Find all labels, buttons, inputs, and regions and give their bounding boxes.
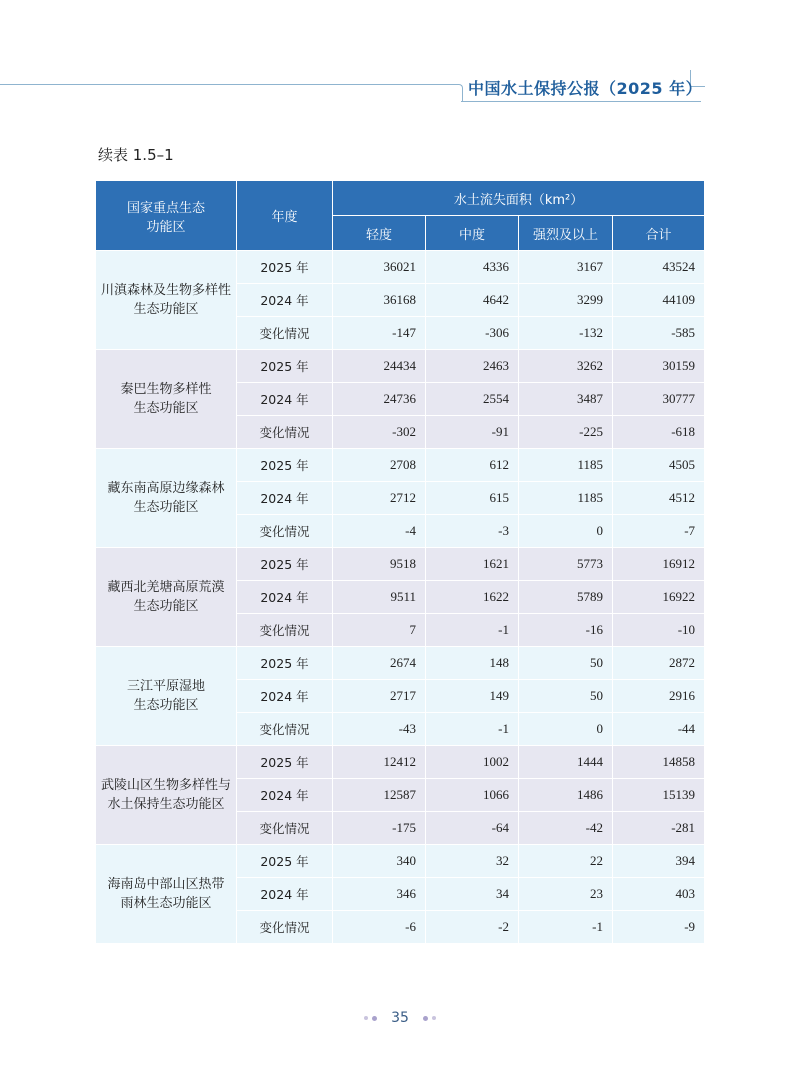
row-label: 变化情况 bbox=[237, 317, 333, 350]
value-light: 9511 bbox=[333, 581, 426, 614]
value-severe: 1444 bbox=[519, 746, 613, 779]
value-total: -281 bbox=[613, 812, 705, 845]
value-severe: -42 bbox=[519, 812, 613, 845]
header-region bbox=[96, 181, 237, 251]
row-label: 2024 年 bbox=[237, 482, 333, 515]
header-rule-bend bbox=[453, 84, 463, 102]
value-light: -6 bbox=[333, 911, 426, 944]
table-row bbox=[96, 548, 705, 581]
region-line: 藏西北羌塘高原荒漠 bbox=[107, 580, 225, 595]
header-col-moderate: 中度 bbox=[426, 216, 519, 251]
table-row bbox=[96, 746, 705, 779]
value-severe: -16 bbox=[519, 614, 613, 647]
header-col-light: 轻度 bbox=[333, 216, 426, 251]
region-line: 生态功能区 bbox=[133, 401, 199, 416]
region-line: 水土保持生态功能区 bbox=[107, 797, 225, 812]
value-severe: 50 bbox=[519, 680, 613, 713]
row-label: 2024 年 bbox=[237, 581, 333, 614]
value-severe: 1185 bbox=[519, 449, 613, 482]
row-label: 2025 年 bbox=[237, 845, 333, 878]
region-line: 生态功能区 bbox=[133, 500, 199, 515]
value-total: 16922 bbox=[613, 581, 705, 614]
value-moderate: 1622 bbox=[426, 581, 519, 614]
value-moderate: 1002 bbox=[426, 746, 519, 779]
value-light: -43 bbox=[333, 713, 426, 746]
value-moderate: 149 bbox=[426, 680, 519, 713]
value-severe: 3487 bbox=[519, 383, 613, 416]
table-caption: 续表 1.5–1 bbox=[98, 146, 174, 164]
row-label: 2025 年 bbox=[237, 548, 333, 581]
row-label: 2025 年 bbox=[237, 746, 333, 779]
value-moderate: 2463 bbox=[426, 350, 519, 383]
row-label: 变化情况 bbox=[237, 416, 333, 449]
value-light: -4 bbox=[333, 515, 426, 548]
value-total: 4512 bbox=[613, 482, 705, 515]
value-moderate: 34 bbox=[426, 878, 519, 911]
value-severe: 3299 bbox=[519, 284, 613, 317]
row-label: 2024 年 bbox=[237, 284, 333, 317]
value-severe: 5773 bbox=[519, 548, 613, 581]
value-total: 15139 bbox=[613, 779, 705, 812]
table-row bbox=[96, 350, 705, 383]
value-light: 24434 bbox=[333, 350, 426, 383]
region-cell bbox=[96, 548, 237, 647]
region-cell bbox=[96, 449, 237, 548]
value-light: 2712 bbox=[333, 482, 426, 515]
row-label: 2025 年 bbox=[237, 449, 333, 482]
table-row bbox=[96, 251, 705, 284]
value-severe: -132 bbox=[519, 317, 613, 350]
value-total: 30159 bbox=[613, 350, 705, 383]
region-cell bbox=[96, 746, 237, 845]
value-light: -302 bbox=[333, 416, 426, 449]
header-col-total: 合计 bbox=[613, 216, 705, 251]
value-total: 2872 bbox=[613, 647, 705, 680]
value-moderate: -1 bbox=[426, 713, 519, 746]
region-line: 武陵山区生物多样性与 bbox=[100, 778, 231, 793]
region-line: 秦巴生物多样性 bbox=[120, 382, 212, 397]
region-cell bbox=[96, 350, 237, 449]
value-total: 394 bbox=[613, 845, 705, 878]
value-light: 12587 bbox=[333, 779, 426, 812]
value-moderate: 612 bbox=[426, 449, 519, 482]
row-label: 2025 年 bbox=[237, 350, 333, 383]
header-col-severe: 强烈及以上 bbox=[519, 216, 613, 251]
value-light: 12412 bbox=[333, 746, 426, 779]
row-label: 2024 年 bbox=[237, 779, 333, 812]
region-cell bbox=[96, 251, 237, 350]
table-row bbox=[96, 845, 705, 878]
value-moderate: -2 bbox=[426, 911, 519, 944]
region-cell bbox=[96, 845, 237, 944]
value-severe: 3262 bbox=[519, 350, 613, 383]
value-light: -147 bbox=[333, 317, 426, 350]
value-light: -175 bbox=[333, 812, 426, 845]
value-moderate: 4642 bbox=[426, 284, 519, 317]
value-total: 2916 bbox=[613, 680, 705, 713]
value-total: -10 bbox=[613, 614, 705, 647]
value-moderate: -1 bbox=[426, 614, 519, 647]
value-light: 2708 bbox=[333, 449, 426, 482]
value-total: 403 bbox=[613, 878, 705, 911]
row-label: 2025 年 bbox=[237, 647, 333, 680]
header-year: 年度 bbox=[237, 181, 333, 251]
page-number: 35 bbox=[391, 1010, 409, 1026]
value-total: -7 bbox=[613, 515, 705, 548]
value-moderate: -3 bbox=[426, 515, 519, 548]
region-line: 海南岛中部山区热带 bbox=[107, 877, 225, 892]
footer-dots-right bbox=[421, 1010, 438, 1026]
value-severe: 22 bbox=[519, 845, 613, 878]
value-total: -618 bbox=[613, 416, 705, 449]
value-moderate: 2554 bbox=[426, 383, 519, 416]
header-region-line-1: 国家重点生态 bbox=[126, 200, 205, 216]
region-line: 生态功能区 bbox=[133, 599, 199, 614]
value-total: 30777 bbox=[613, 383, 705, 416]
value-severe: 0 bbox=[519, 713, 613, 746]
region-line: 川滇森林及生物多样性 bbox=[100, 283, 231, 298]
row-label: 2024 年 bbox=[237, 680, 333, 713]
value-total: -585 bbox=[613, 317, 705, 350]
value-light: 7 bbox=[333, 614, 426, 647]
row-label: 变化情况 bbox=[237, 515, 333, 548]
row-label: 2024 年 bbox=[237, 383, 333, 416]
footer-dots-left bbox=[362, 1010, 379, 1026]
value-severe: 1486 bbox=[519, 779, 613, 812]
region-line: 生态功能区 bbox=[133, 302, 199, 317]
erosion-area-table bbox=[95, 180, 705, 944]
row-label: 变化情况 bbox=[237, 614, 333, 647]
region-line: 生态功能区 bbox=[133, 698, 199, 713]
value-severe: 23 bbox=[519, 878, 613, 911]
header-region-line-2: 功能区 bbox=[146, 219, 186, 235]
row-label: 2025 年 bbox=[237, 251, 333, 284]
table-row bbox=[96, 449, 705, 482]
value-moderate: 148 bbox=[426, 647, 519, 680]
value-moderate: -64 bbox=[426, 812, 519, 845]
value-severe: -1 bbox=[519, 911, 613, 944]
value-total: -44 bbox=[613, 713, 705, 746]
value-total: 14858 bbox=[613, 746, 705, 779]
region-line: 雨林生态功能区 bbox=[120, 896, 212, 911]
row-label: 2024 年 bbox=[237, 878, 333, 911]
value-total: 16912 bbox=[613, 548, 705, 581]
value-total: 43524 bbox=[613, 251, 705, 284]
value-total: 44109 bbox=[613, 284, 705, 317]
value-moderate: 32 bbox=[426, 845, 519, 878]
value-moderate: 615 bbox=[426, 482, 519, 515]
value-moderate: 4336 bbox=[426, 251, 519, 284]
value-total: 4505 bbox=[613, 449, 705, 482]
value-light: 2674 bbox=[333, 647, 426, 680]
region-line: 三江平原湿地 bbox=[126, 679, 205, 694]
value-severe: 3167 bbox=[519, 251, 613, 284]
value-moderate: -91 bbox=[426, 416, 519, 449]
row-label: 变化情况 bbox=[237, 911, 333, 944]
value-light: 36168 bbox=[333, 284, 426, 317]
value-moderate: -306 bbox=[426, 317, 519, 350]
page-footer bbox=[0, 1010, 800, 1026]
value-light: 9518 bbox=[333, 548, 426, 581]
running-header-title: 中国水土保持公报（2025 年） bbox=[468, 79, 703, 98]
region-line: 藏东南高原边缘森林 bbox=[107, 481, 225, 496]
header-rule bbox=[0, 84, 455, 85]
value-light: 340 bbox=[333, 845, 426, 878]
table-row bbox=[96, 647, 705, 680]
row-label: 变化情况 bbox=[237, 812, 333, 845]
value-light: 24736 bbox=[333, 383, 426, 416]
value-severe: 0 bbox=[519, 515, 613, 548]
value-light: 346 bbox=[333, 878, 426, 911]
value-severe: -225 bbox=[519, 416, 613, 449]
value-light: 2717 bbox=[333, 680, 426, 713]
row-label: 变化情况 bbox=[237, 713, 333, 746]
header-underline bbox=[461, 101, 701, 102]
header-area-group: 水土流失面积（km²） bbox=[333, 181, 705, 216]
region-cell bbox=[96, 647, 237, 746]
value-moderate: 1066 bbox=[426, 779, 519, 812]
value-severe: 50 bbox=[519, 647, 613, 680]
value-moderate: 1621 bbox=[426, 548, 519, 581]
value-total: -9 bbox=[613, 911, 705, 944]
value-severe: 5789 bbox=[519, 581, 613, 614]
value-light: 36021 bbox=[333, 251, 426, 284]
value-severe: 1185 bbox=[519, 482, 613, 515]
